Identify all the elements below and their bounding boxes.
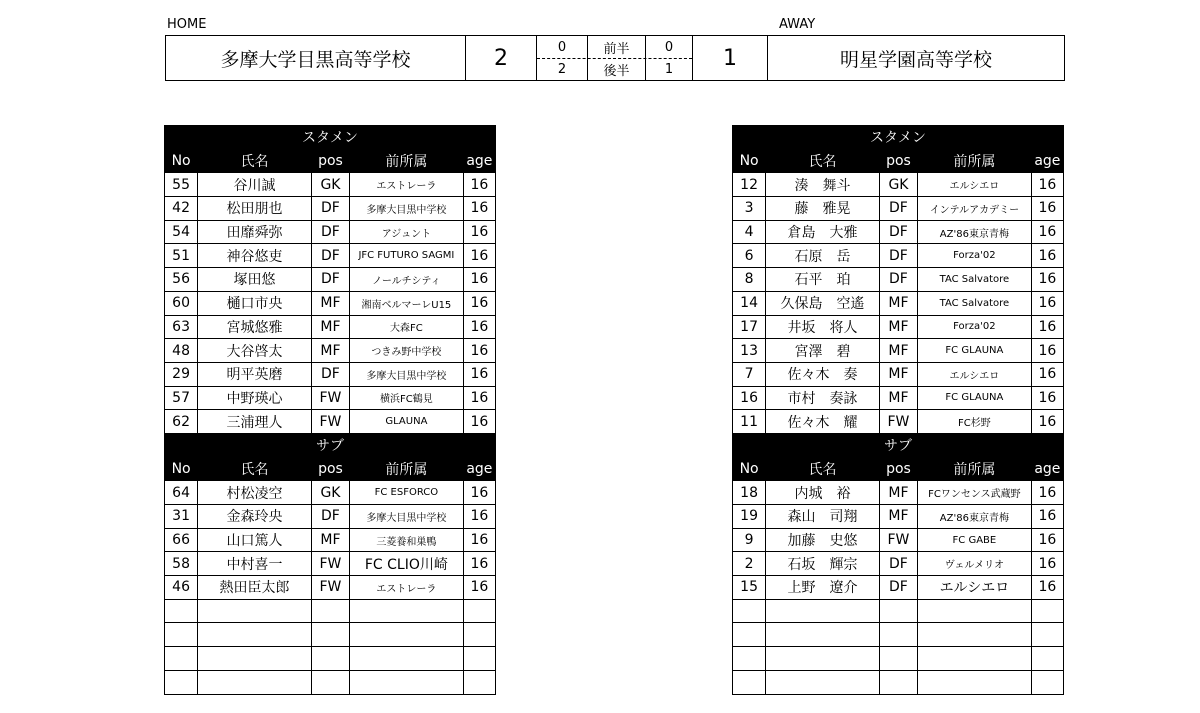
player-previous-club: 多摩大目黒中学校 [350,197,464,221]
player-age: 16 [463,173,495,197]
column-header-no: No [733,149,766,173]
player-row [733,220,1064,244]
player-age: 16 [463,244,495,268]
player-row [733,552,1064,576]
player-age: 16 [1031,552,1063,576]
column-header-pos: pos [311,457,349,481]
player-row [733,362,1064,386]
player-row [733,599,1064,623]
player-name: 加藤 史悠 [766,528,880,552]
player-previous-club: 三菱養和巣鴨 [350,528,464,552]
player-row [165,339,496,363]
player-row [733,315,1064,339]
player-age: 16 [1031,410,1063,434]
player-previous-club: AZ'86東京青梅 [918,220,1032,244]
player-previous-club: エルシエロ [918,576,1032,600]
empty-cell [463,670,495,694]
player-previous-club: 湘南ベルマーレU15 [350,291,464,315]
player-age: 16 [1031,173,1063,197]
empty-cell [198,599,312,623]
empty-cell [766,599,880,623]
player-name: 樋口市央 [198,291,312,315]
column-header-age: age [1031,149,1063,173]
empty-cell [766,647,880,671]
player-number: 55 [165,173,198,197]
empty-cell [879,599,917,623]
player-number: 14 [733,291,766,315]
player-number: 29 [165,362,198,386]
player-age: 16 [1031,268,1063,292]
away-label: AWAY [779,17,816,32]
player-previous-club: エルシエロ [918,362,1032,386]
player-age: 16 [1031,197,1063,221]
home-lineup-table [164,125,496,695]
player-row [165,268,496,292]
player-position: DF [879,244,917,268]
column-header-club: 前所属 [350,149,464,173]
player-number: 9 [733,528,766,552]
player-previous-club: アジュント [350,220,464,244]
player-name: 佐々木 奏 [766,362,880,386]
starters-section-title [733,126,1064,150]
column-header-pos: pos [879,149,917,173]
player-position: GK [879,173,917,197]
player-age: 16 [463,386,495,410]
player-position: DF [879,268,917,292]
player-age: 16 [463,197,495,221]
player-number: 56 [165,268,198,292]
player-row [165,197,496,221]
player-age: 16 [1031,528,1063,552]
column-header-name: 氏名 [766,149,880,173]
player-number: 18 [733,481,766,505]
player-row [165,528,496,552]
empty-cell [165,647,198,671]
player-name: 内城 裕 [766,481,880,505]
player-name: 明平英磨 [198,362,312,386]
player-position: DF [311,197,349,221]
subs-section-title-label: サブ [733,433,1064,457]
empty-cell [350,623,464,647]
column-header-club: 前所属 [918,457,1032,481]
player-previous-club: Forza'02 [918,244,1032,268]
first-half-label: 前半 [603,41,630,57]
player-number: 8 [733,268,766,292]
column-header-club: 前所属 [350,457,464,481]
player-name: 藤 雅晃 [766,197,880,221]
player-name: 谷川誠 [198,173,312,197]
player-name: 神谷悠吏 [198,244,312,268]
home-second-half-score: 2 [557,61,567,77]
player-row [733,410,1064,434]
player-position: FW [879,410,917,434]
player-number: 19 [733,505,766,529]
column-header-row [733,457,1064,481]
second-half-label: 後半 [603,63,630,79]
player-number: 12 [733,173,766,197]
column-header-name: 氏名 [198,149,312,173]
player-previous-club: FC CLIO川崎 [350,552,464,576]
player-age: 16 [463,268,495,292]
player-previous-club: 多摩大目黒中学校 [350,362,464,386]
player-position: DF [311,505,349,529]
column-header-no: No [733,457,766,481]
empty-cell [311,623,349,647]
player-row [165,173,496,197]
empty-cell [879,623,917,647]
empty-cell [350,670,464,694]
player-position: DF [879,576,917,600]
empty-cell [311,670,349,694]
player-row [733,244,1064,268]
player-age: 16 [1031,576,1063,600]
column-header-pos: pos [311,149,349,173]
player-age: 16 [463,362,495,386]
column-header-age: age [463,457,495,481]
player-number: 11 [733,410,766,434]
player-number: 2 [733,552,766,576]
player-previous-club: FC ESFORCO [350,481,464,505]
player-previous-club: 多摩大目黒中学校 [350,505,464,529]
empty-cell [918,670,1032,694]
column-header-age: age [463,149,495,173]
player-row [733,339,1064,363]
player-age: 16 [463,339,495,363]
column-header-pos: pos [879,457,917,481]
player-name: 三浦理人 [198,410,312,434]
player-number: 57 [165,386,198,410]
player-row [733,576,1064,600]
player-position: MF [311,528,349,552]
player-position: MF [879,386,917,410]
player-name: 村松凌空 [198,481,312,505]
home-team-name: 多摩大学目黒高等学校 [220,48,411,71]
player-row [165,670,496,694]
column-header-no: No [165,149,198,173]
player-row [165,291,496,315]
player-position: DF [879,220,917,244]
player-name: 田靡舜弥 [198,220,312,244]
player-position: MF [311,315,349,339]
player-age: 16 [463,576,495,600]
empty-cell [198,670,312,694]
player-position: FW [879,528,917,552]
empty-cell [350,647,464,671]
empty-cell [1031,623,1063,647]
player-row [165,220,496,244]
player-number: 48 [165,339,198,363]
player-row [733,505,1064,529]
column-header-row [165,457,496,481]
player-previous-club: FCワンセンス武蔵野 [918,481,1032,505]
scoreboard [165,35,1065,81]
player-previous-club: FC杉野 [918,410,1032,434]
player-previous-club: インテルアカデミー [918,197,1032,221]
player-position: FW [311,386,349,410]
empty-cell [918,599,1032,623]
empty-cell [350,599,464,623]
player-position: MF [879,291,917,315]
player-age: 16 [1031,505,1063,529]
player-row [733,291,1064,315]
empty-cell [463,647,495,671]
home-label: HOME [167,17,207,32]
player-number: 63 [165,315,198,339]
player-row [165,647,496,671]
column-header-row [165,149,496,173]
player-row [733,173,1064,197]
player-position: DF [311,362,349,386]
player-number: 62 [165,410,198,434]
player-name: 倉島 大雅 [766,220,880,244]
starters-section-title-label: スタメン [733,126,1064,150]
player-number: 3 [733,197,766,221]
player-position: MF [879,481,917,505]
player-position: GK [311,481,349,505]
player-row [733,481,1064,505]
player-position: FW [311,576,349,600]
player-row [733,623,1064,647]
player-position: DF [311,220,349,244]
player-name: 塚田悠 [198,268,312,292]
player-age: 16 [463,315,495,339]
empty-cell [311,647,349,671]
player-previous-club: JFC FUTURO SAGMI [350,244,464,268]
empty-cell [733,599,766,623]
player-position: DF [879,197,917,221]
player-age: 16 [1031,244,1063,268]
player-number: 31 [165,505,198,529]
player-row [165,599,496,623]
player-row [733,268,1064,292]
player-row [733,528,1064,552]
player-position: FW [311,410,349,434]
empty-cell [1031,670,1063,694]
empty-cell [198,647,312,671]
player-row [165,315,496,339]
player-previous-club: エストレーラ [350,576,464,600]
empty-cell [463,599,495,623]
player-previous-club: Forza'02 [918,315,1032,339]
player-name: 井坂 将人 [766,315,880,339]
away-team-name: 明星学園高等学校 [839,48,992,71]
empty-cell [463,623,495,647]
player-age: 16 [463,291,495,315]
column-header-no: No [165,457,198,481]
player-name: 久保島 空遙 [766,291,880,315]
empty-cell [733,647,766,671]
player-row [733,647,1064,671]
player-position: MF [879,505,917,529]
player-number: 6 [733,244,766,268]
player-age: 16 [463,528,495,552]
player-name: 中野瑛心 [198,386,312,410]
player-row [165,552,496,576]
empty-cell [879,647,917,671]
player-row [165,410,496,434]
player-age: 16 [1031,386,1063,410]
player-name: 湊 舞斗 [766,173,880,197]
empty-cell [733,670,766,694]
player-age: 16 [1031,291,1063,315]
player-position: MF [311,291,349,315]
away-first-half-score: 0 [664,39,674,55]
empty-cell [918,647,1032,671]
player-name: 熱田臣太郎 [198,576,312,600]
column-header-age: age [1031,457,1063,481]
player-position: MF [311,339,349,363]
player-previous-club: TAC Salvatore [918,268,1032,292]
player-age: 16 [463,505,495,529]
empty-cell [733,623,766,647]
player-previous-club: ヴェルメリオ [918,552,1032,576]
player-position: MF [879,315,917,339]
player-number: 64 [165,481,198,505]
player-row [165,244,496,268]
empty-cell [311,599,349,623]
subs-section-title [165,433,496,457]
player-age: 16 [463,410,495,434]
away-score: 1 [723,45,737,71]
player-row [165,505,496,529]
player-number: 54 [165,220,198,244]
player-name: 宮澤 碧 [766,339,880,363]
player-age: 16 [1031,220,1063,244]
home-score: 2 [494,45,508,71]
player-number: 17 [733,315,766,339]
player-name: 宮城悠雅 [198,315,312,339]
player-previous-club: FC GLAUNA [918,386,1032,410]
subs-section-title-label: サブ [165,433,496,457]
player-age: 16 [1031,481,1063,505]
player-name: 石坂 輝宗 [766,552,880,576]
player-previous-club: ノールチシティ [350,268,464,292]
player-row [165,481,496,505]
away-second-half-score: 1 [664,61,674,77]
player-previous-club: AZ'86東京青梅 [918,505,1032,529]
player-name: 石平 珀 [766,268,880,292]
player-name: 上野 遼介 [766,576,880,600]
player-previous-club: 横浜FC鶴見 [350,386,464,410]
empty-cell [879,670,917,694]
player-name: 山口篤人 [198,528,312,552]
player-previous-club: エルシエロ [918,173,1032,197]
subs-section-title [733,433,1064,457]
empty-cell [1031,599,1063,623]
player-name: 大谷啓太 [198,339,312,363]
player-previous-club: 大森FC [350,315,464,339]
player-age: 16 [463,220,495,244]
player-age: 16 [463,552,495,576]
player-name: 佐々木 耀 [766,410,880,434]
column-header-name: 氏名 [198,457,312,481]
player-row [165,362,496,386]
player-name: 石原 岳 [766,244,880,268]
player-name: 金森玲央 [198,505,312,529]
column-header-row [733,149,1064,173]
empty-cell [198,623,312,647]
column-header-name: 氏名 [766,457,880,481]
player-number: 13 [733,339,766,363]
player-number: 66 [165,528,198,552]
player-row [733,386,1064,410]
empty-cell [918,623,1032,647]
player-age: 16 [1031,315,1063,339]
player-number: 42 [165,197,198,221]
player-name: 市村 奏詠 [766,386,880,410]
player-number: 51 [165,244,198,268]
player-number: 58 [165,552,198,576]
player-name: 松田朋也 [198,197,312,221]
player-number: 60 [165,291,198,315]
player-row [165,386,496,410]
player-position: GK [311,173,349,197]
player-position: MF [879,339,917,363]
empty-cell [165,623,198,647]
player-age: 16 [463,481,495,505]
player-number: 4 [733,220,766,244]
player-age: 16 [1031,339,1063,363]
player-number: 46 [165,576,198,600]
empty-cell [165,670,198,694]
player-row [165,576,496,600]
player-number: 16 [733,386,766,410]
player-age: 16 [1031,362,1063,386]
player-row [733,670,1064,694]
player-number: 7 [733,362,766,386]
player-position: DF [311,244,349,268]
player-row [165,623,496,647]
player-position: FW [311,552,349,576]
player-number: 15 [733,576,766,600]
player-position: MF [879,362,917,386]
empty-cell [1031,647,1063,671]
starters-section-title-label: スタメン [165,126,496,150]
player-previous-club: つきみ野中学校 [350,339,464,363]
column-header-club: 前所属 [918,149,1032,173]
away-lineup-table [732,125,1064,695]
player-previous-club: GLAUNA [350,410,464,434]
player-previous-club: FC GABE [918,528,1032,552]
player-previous-club: エストレーラ [350,173,464,197]
empty-cell [766,670,880,694]
player-name: 中村喜一 [198,552,312,576]
player-name: 森山 司翔 [766,505,880,529]
player-position: DF [311,268,349,292]
player-row [733,197,1064,221]
empty-cell [165,599,198,623]
player-previous-club: TAC Salvatore [918,291,1032,315]
empty-cell [766,623,880,647]
home-first-half-score: 0 [557,39,567,55]
player-position: DF [879,552,917,576]
player-previous-club: FC GLAUNA [918,339,1032,363]
starters-section-title [165,126,496,150]
